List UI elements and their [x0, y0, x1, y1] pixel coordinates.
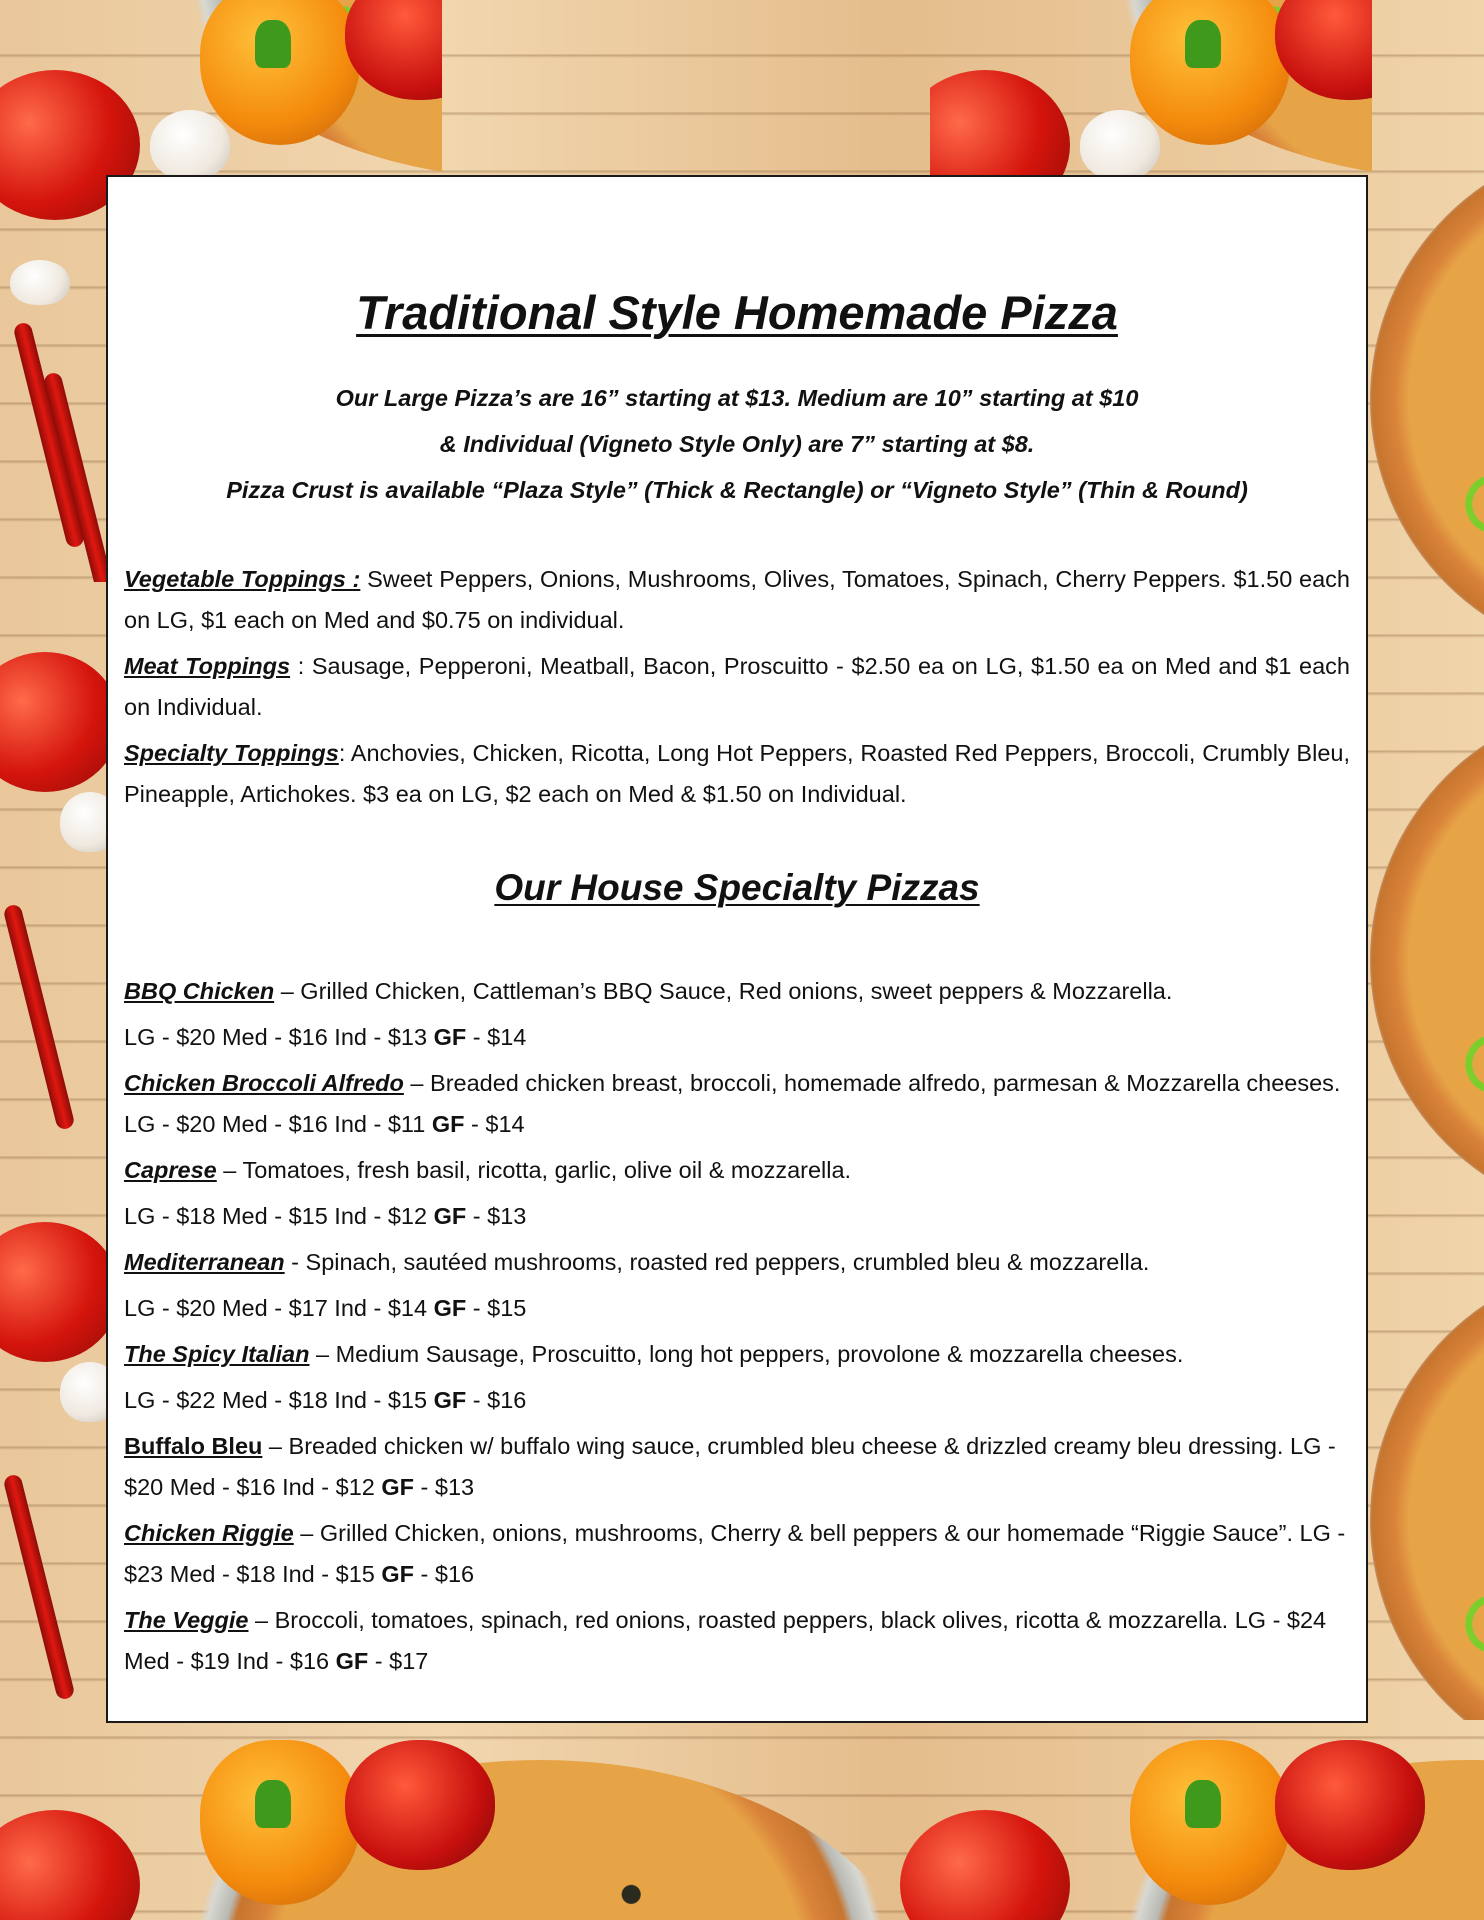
topping-text: : Anchovies, Chicken, Ricotta, Long Hot Peppers, Roasted Red Peppers, Broccoli, Crumbly Bleu, Pineapple, Artichokes. $3 ea on LG, $2 each on Med & $1.50 on Individual. [124, 740, 1350, 807]
pepper-stem-image [255, 20, 291, 68]
gf-label: GF [431, 1111, 465, 1137]
specialty-prices: LG - $22 Med - $18 Ind - $15 GF - $16 [124, 1387, 527, 1413]
pizza-description: – Medium Sausage, Proscuitto, long hot peppers, provolone & mozzarella cheeses. [309, 1341, 1184, 1367]
pepper-stem-image [1185, 1780, 1221, 1828]
specialty-item [124, 1334, 1350, 1375]
gf-label: GF [433, 1387, 467, 1413]
menu-card [106, 175, 1368, 1723]
gf-label: GF [381, 1474, 415, 1500]
intro-line: Pizza Crust is available “Plaza Style” (Thick & Rectangle) or “Vigneto Style” (Thin & Round) [226, 477, 1248, 503]
pizza-description: – Grilled Chicken, onions, mushrooms, Cherry & bell peppers & our homemade “Riggie Sauce”. [293, 1520, 1300, 1546]
pizza-name: Chicken Riggie [124, 1520, 294, 1546]
topping-label: Specialty Toppings [124, 740, 339, 766]
chili-image [2, 903, 75, 1131]
pizza-name: The Spicy Italian [124, 1341, 310, 1367]
pizza-description: – Broccoli, tomatoes, spinach, red onions, roasted peppers, black olives, ricotta & mozzarella. [248, 1607, 1235, 1633]
pepper-stem-image [255, 1780, 291, 1828]
specialty-item: Buffalo Bleu – Breaded chicken w/ buffalo wing sauce, crumbled bleu cheese & drizzled creamy bleu dressing. LG - $20 Med - $16 Ind - $12 GF - $13 [124, 1433, 1336, 1500]
topping-text: : Sausage, Pepperoni, Meatball, Bacon, Proscuitto - $2.50 ea on LG, $1.50 ea on Med and $1 each on Individual. [124, 653, 1350, 720]
pizza-image [1370, 1260, 1484, 1720]
vegetable-toppings [124, 559, 1350, 641]
topping-text: Sweet Peppers, Onions, Mushrooms, Olives, Tomatoes, Spinach, Cherry Peppers. $1.50 each on LG, $1 each on Med and $0.75 on individual. [124, 566, 1350, 633]
garlic-image [150, 110, 230, 180]
garlic-image [60, 792, 106, 852]
gf-label: GF [335, 1648, 369, 1674]
pizza-name: The Veggie [124, 1607, 249, 1633]
gf-label: GF [433, 1295, 467, 1321]
specialty-item [124, 1242, 1350, 1283]
specialty-prices: LG - $20 Med - $16 Ind - $11 [124, 1111, 432, 1137]
specialty-item [124, 971, 1350, 1012]
specialty-item: The Veggie – Broccoli, tomatoes, spinach, red onions, roasted peppers, black olives, ricotta & mozzarella. LG - $24 Med - $19 Ind - $16 GF - $17 [124, 1607, 1327, 1674]
red-pepper-image [345, 1740, 495, 1870]
specialty-item: Chicken Riggie – Grilled Chicken, onions, mushrooms, Cherry & bell peppers & our homemade “Riggie Sauce”. LG - $23 Med - $18 Ind - $15 GF - $16 [124, 1520, 1346, 1587]
pizza-name: Caprese [124, 1157, 217, 1183]
toppings-section [124, 559, 1350, 820]
topping-label: Vegetable Toppings : [124, 566, 361, 592]
garlic-image [10, 260, 70, 305]
pizza-description: – Breaded chicken breast, broccoli, homemade alfredo, parmesan & Mozzarella cheeses. [403, 1070, 1341, 1096]
specialty-item [124, 1150, 1350, 1191]
background-tile [0, 582, 106, 1722]
specialty-prices: LG - $20 Med - $16 Ind - $12 [124, 1433, 1336, 1500]
specialty-prices: LG - $20 Med - $17 Ind - $14 GF - $15 [124, 1295, 527, 1321]
specialty-item: Chicken Broccoli Alfredo – Breaded chicken breast, broccoli, homemade alfredo, parmesan & Mozzarella cheeses. LG - $20 Med - $16 Ind - $11 GF - $14 [124, 1070, 1341, 1137]
tomato-image [900, 1810, 1070, 1920]
intro-line: Our Large Pizza’s are 16” starting at $13. Medium are 10” starting at $10 [335, 385, 1139, 411]
garlic-image [1080, 110, 1160, 180]
specialty-prices: LG - $18 Med - $15 Ind - $12 GF - $13 [124, 1203, 527, 1229]
pizza-name: BBQ Chicken [124, 978, 275, 1004]
pizza-description: – Tomatoes, fresh basil, ricotta, garlic, olive oil & mozzarella. [216, 1157, 852, 1183]
pizza-image [1370, 140, 1484, 660]
specialty-list [124, 971, 1350, 1687]
pepper-stem-image [1185, 20, 1221, 68]
menu-title: Traditional Style Homemade Pizza [356, 286, 1118, 339]
pizza-description: – Breaded chicken w/ buffalo wing sauce, crumbled bleu cheese & drizzled creamy bleu dressing. [262, 1433, 1290, 1459]
pizza-name: Buffalo Bleu [124, 1433, 263, 1459]
chili-image [2, 1473, 75, 1701]
tomato-image [0, 652, 106, 792]
gf-label: GF [433, 1203, 467, 1229]
specialty-prices: LG - $23 Med - $18 Ind - $15 [124, 1520, 1346, 1587]
meat-toppings [124, 646, 1350, 728]
gf-label: GF [433, 1024, 467, 1050]
background-tile [1370, 140, 1484, 1720]
red-pepper-image [1275, 1740, 1425, 1870]
tomato-image [0, 1222, 106, 1362]
specialty-prices: LG - $24 Med - $19 Ind - $16 [124, 1607, 1327, 1674]
garlic-image [60, 1362, 106, 1422]
specialty-prices: LG - $20 Med - $16 Ind - $13 GF - $14 [124, 1024, 527, 1050]
topping-label: Meat Toppings [124, 653, 291, 679]
background-tile [0, 1720, 1484, 1920]
pizza-image [1370, 700, 1484, 1220]
intro-block [108, 375, 1366, 513]
pizza-description: - Spinach, sautéed mushrooms, roasted red peppers, crumbled bleu & mozzarella. [284, 1249, 1150, 1275]
pizza-name: Mediterranean [124, 1249, 285, 1275]
pizza-name: Chicken Broccoli Alfredo [124, 1070, 404, 1096]
intro-line: & Individual (Vigneto Style Only) are 7” starting at $8. [439, 431, 1035, 457]
specialty-title: Our House Specialty Pizzas [494, 867, 980, 908]
gf-label: GF [381, 1561, 415, 1587]
pizza-description: – Grilled Chicken, Cattleman’s BBQ Sauce, Red onions, sweet peppers & Mozzarella. [274, 978, 1173, 1004]
specialty-toppings [124, 733, 1350, 815]
tomato-image [0, 1810, 140, 1920]
